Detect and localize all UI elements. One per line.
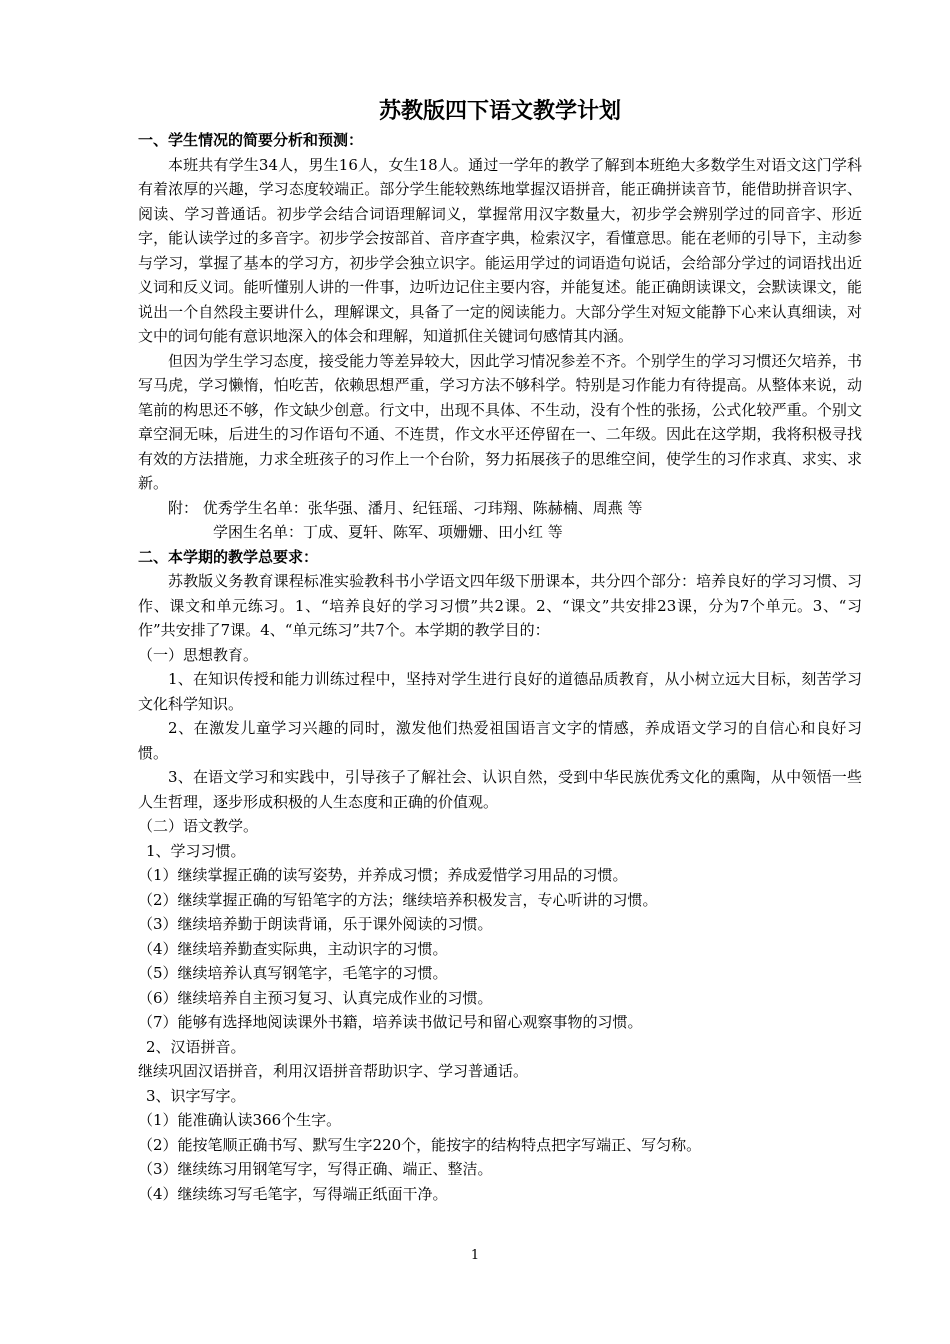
section1-paragraph-1: 本班共有学生34人，男生16人，女生18人。通过一学年的教学了解到本班绝大多数学生对语文这门学科有着浓厚的兴趣，学习态度较端正。部分学生能较熟练地掌握汉语拼音，能正确拼读音节，能借助拼音识字、阅读、学习普通话。初步学会结合词语理解词义，掌握常用汉字数量大，初步学会辨别学过的同音字、形近字，能认读学过的多音字。初步学会按部首、音序查字典，检索汉字，看懂意思。能在老师的引导下，主动参与学习，掌握了基本的学习方，初步学会独立识字。能运用学过的词语造句说话，会给部分学过的词语找出近义词和反义词。能听懂别人讲的一件事，边听边记住主要内容，并能复述。能正确朗读课文，会默读课文，能说出一个自然段主要讲什么，理解课文，具备了一定的阅读能力。大部分学生对短文能静下心来认真细读，对文中的词句能有意识地深入的体会和理解，知道抓住关键词句感情其内涵。: [138, 155, 862, 345]
section1-heading: 一、学生情况的简要分析和预测：: [138, 131, 364, 149]
moral-item: 2、在激发儿童学习兴趣的同时，激发他们热爱祖国语言文字的情感，养成语文学习的自信心和良好习惯。: [138, 719, 862, 762]
excellent-students-list: 附： 优秀学生名单：张华强、潘月、纪钰瑶、刁玮翔、陈赫楠、周燕 等: [168, 498, 643, 517]
characters-item: （3）继续练习用钢笔写字，写得正确、端正、整洁。: [138, 1160, 493, 1178]
characters-item: （4）继续练习写毛笔字，写得端正纸面干净。: [138, 1184, 448, 1203]
chinese-teaching-title: （二）语文教学。: [138, 817, 259, 835]
document-title: 苏教版四下语文教学计划: [378, 98, 621, 124]
habit-item: （2）继续掌握正确的写铅笔字的方法；继续培养积极发言，专心听讲的习惯。: [138, 890, 658, 909]
habit-item: （7）能够有选择地阅读课外书籍，培养读书做记号和留心观察事物的习惯。: [138, 1013, 643, 1031]
habit-item: （6）继续培养自主预习复习、认真完成作业的习惯。: [138, 988, 493, 1007]
moral-education-title: （一）思想教育。: [138, 645, 259, 664]
habit-item: （4）继续培养勤查实际典，主动识字的习惯。: [138, 939, 448, 958]
page-number: 1: [470, 1248, 480, 1263]
section1-paragraph-2: 但因为学生学习态度，接受能力等差异较大，因此学习情况参差不齐。个别学生的学习习惯还欠培养，书写马虎，学习懒惰，怕吃苦，依赖思想严重，学习方法不够科学。特别是习作能力有待提高。从整体来说，动笔前的构思还不够，作文缺少创意。行文中，出现不具体、不生动，没有个性的张扬，公式化较严重。个别文章空洞无味，后进生的习作语句不通、不连贯，作文水平还停留在一、二年级。因此在这学期，我将积极寻找有效的方法措施，力求全班孩子的习作上一个台阶，努力拓展孩子的思维空间，使学生的习作求真、求实、求新。: [138, 351, 862, 492]
pinyin-text: 继续巩固汉语拼音，利用汉语拼音帮助识字、学习普通话。: [138, 1062, 529, 1080]
section2-intro: 苏教版义务教育课程标准实验教科书小学语文四年级下册课本，共分四个部分：培养良好的学习习惯、习作、课文和单元练习。1、“培养良好的学习习惯”共2课。2、“课文”共安排23课，分为7个单元。3、“习作”共安排了7课。4、“单元练习”共7个。本学期的教学目的：: [138, 572, 862, 639]
characters-title: 3、识字写字。: [146, 1086, 246, 1105]
pinyin-title: 2、汉语拼音。: [146, 1037, 246, 1056]
habit-item: （5）继续培养认真写钢笔字，毛笔字的习惯。: [138, 964, 448, 982]
section2-heading: 二、本学期的教学总要求：: [138, 547, 319, 566]
characters-item: （2）能按笔顺正确书写、默写生字220个，能按字的结构特点把字写端正、写匀称。: [138, 1135, 702, 1154]
moral-item: 1、在知识传授和能力训练过程中，坚持对学生进行良好的道德品质教育，从小树立远大目标，刻苦学习文化科学知识。: [138, 670, 862, 713]
habit-item: （1）继续掌握正确的读写姿势，并养成习惯；养成爱惜学习用品的习惯。: [138, 866, 628, 884]
characters-item: （1）能准确认读366个生字。: [138, 1111, 342, 1129]
document-page: [138, 96, 862, 1206]
habits-title: 1、学习习惯。: [146, 841, 246, 860]
moral-item: 3、在语文学习和实践中，引导孩子了解社会、认识自然，受到中华民族优秀文化的熏陶，从中领悟一些人生哲理，逐步形成积极的人生态度和正确的价值观。: [138, 768, 862, 811]
habit-item: （3）继续培养勤于朗读背诵，乐于课外阅读的习惯。: [138, 915, 493, 933]
struggling-students-list: 学困生名单：丁成、夏轩、陈军、项姗姗、田小红 等: [213, 523, 563, 541]
